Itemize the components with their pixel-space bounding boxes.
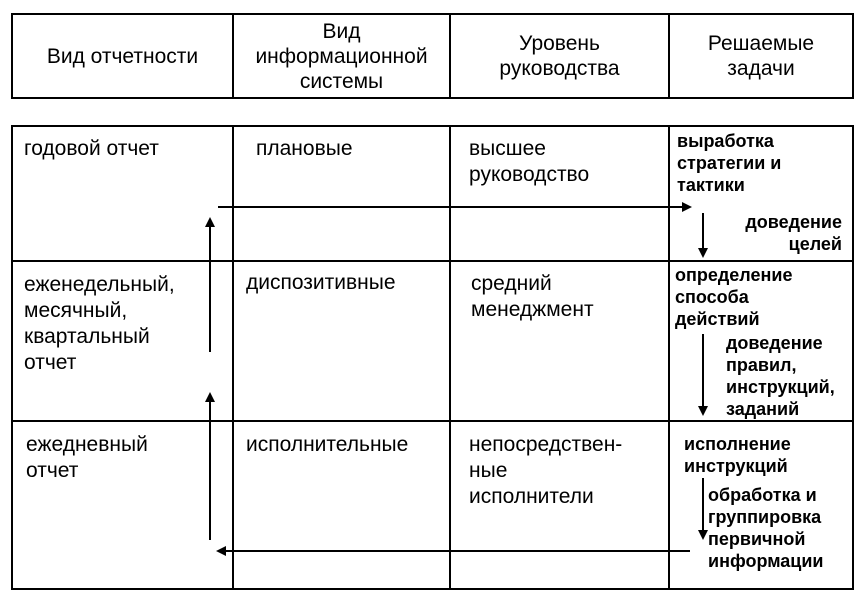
row2-subtask: доведение правил, инструкций, заданий <box>726 333 835 419</box>
row3-report: ежедневный отчет <box>26 433 148 482</box>
row3-level: непосредствен- ные исполнители <box>469 433 623 508</box>
header-tasks: Решаемые задачи <box>707 32 815 80</box>
row2-level: средний менеджмент <box>471 272 594 321</box>
row2-report: еженедельный, месячный, квартальный отчет <box>24 273 175 374</box>
row1-level: высшее руководство <box>469 137 590 186</box>
row1-task: выработка стратегии и тактики <box>677 131 782 195</box>
row2-system: диспозитивные <box>246 271 396 294</box>
row3-system: исполнительные <box>246 433 409 456</box>
header-report-type: Вид отчетности <box>46 44 199 68</box>
header-management-level: Уровень руководства <box>499 32 620 80</box>
row1-system: плановые <box>256 137 353 160</box>
row3-subtask: обработка и группировка первичной информации <box>708 485 824 571</box>
header-system-type: Вид информационной системы <box>255 19 428 93</box>
row3-task: исполнение инструкций <box>684 434 791 476</box>
row1-subtask: доведение целей <box>745 212 842 254</box>
row2-task: определение способа действий <box>675 265 793 329</box>
row1-report: годовой отчет <box>24 137 159 160</box>
